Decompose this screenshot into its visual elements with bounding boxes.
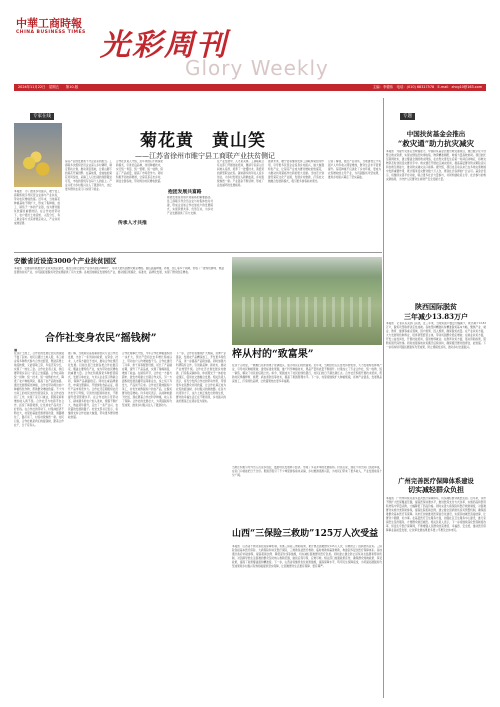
right-headline-3-line1: 广州完善医疗保障体系建设 <box>398 478 474 485</box>
column-divider <box>383 98 384 698</box>
article-photo-village <box>232 257 382 345</box>
byline-line: ■ <box>14 348 18 352</box>
main-article-body-col4: 抱团发展是实现共同富裕的重要路径。县工商联引导会员企业与村集体结对共建，形成企业加合作社加农户的发展模式，实现资源共享、优势互补，为乡村产业发展提供了有力支撑。 <box>167 196 213 215</box>
right-headline-1-line2: “救灾通”助力抗灾减灾 <box>397 139 475 148</box>
cooperative-body-col3: 合作社理事长介绍，今年合作社种植面积进一步扩大，预计产量将比去年增长两成以上，带动农户人均增收数千元。合作社建设了冷库、烘干房等配套设施，延长了产品储存期，提升了产品品质，实现了错峰销售，增加了收益。在销售环节，合作社一方面与超市、批发市场建立长期合作关系，另一方面积极发展直播带货等新业态，线上线下齐发力，产品供不应求。合作社还吸纳脱贫户务工，并优先收购脱贫户的农产品，让脱贫群众稳定增收。许多村民表示，以前种地靠天吃饭，现在跟着合作社科学种植，收入有了保障。合作社的发展壮大，为巩固脱贫攻坚成果、推进乡村振兴注入了强劲动力。 <box>122 352 172 407</box>
village-article-body-2: 当地还积极引导外出人员返乡创业，鼓励村民发展林下经济，形成了多业并举的发展格局。村民们说，现在不用出远门也能挣钱，在家门口就能把日子过好。果园还吸引了不少城里游客前来采摘，乡村旅游逐渐兴起，为村民们带来了更多收入，产业发展前景十分广阔。 <box>232 466 382 477</box>
shanxi-article-body: 本報訊 山西省不断完善兜底保障机制，实施三保险三救助政策，累计惠及困难群众125万人次，有效防止了因病致贫返贫。三保险包括基本医疗保险、大病保险和补充医疗保险，三救助包括医疗救助、临时救助和慈善救助，构建起多层次医疗保障体系。各地通过政府补贴参保、提高报销比例、降低起付线等措施，切实减轻困难群众医疗负担。同时建立健全防止返贫动态监测和帮扶机制，对因病导致生活困难的群众及时纳入救助范围，做到应保尽保、应救尽救。相关部门加强政策宣传，确保群众知晓政策、享受政策，提高了政策覆盖面和精准度。下一步，山西省将继续优化政策措施，提高保障水平，筑牢民生保障底线，为巩固拓展脱贫攻坚成果同乡村振兴有效衔接提供坚实保障，让困难群众生活更有保障、更有尊严。 <box>232 545 382 568</box>
newspaper-logo <box>16 18 92 36</box>
right-headline-3 <box>386 476 486 495</box>
section-tag-main: 专家在线 <box>30 113 54 120</box>
right-article-1-body: 本報訊 为提升灾害应急救援能力，中国扶贫基金会推出救灾通项目，通过数字化平台整合救灾资源，实现灾情信息快速收集、物资精准调配、救援力量高效协同。项目依托互联网技术，建立覆盖全国的救灾网络，在自然灾害发生后第一时间启动响应，将救灾物资及时送到受灾群众手中。救灾通还开展社区减灾培训，提高基层群众防灾避险意识和自救互救能力，推动防灾减灾关口前移。据介绍，项目自启动以来已在多地灾害救援中发挥重要作用，累计服务受灾群众数十万人次，得到社会各界的广泛认可。基金会表示，将继续完善平台功能，联合更多社会力量参与，共同构建政府主导、社会参与的救灾新格局，为守护人民群众生命财产安全贡献力量。 <box>386 150 486 181</box>
right-headline-2 <box>386 302 486 322</box>
main-subhead-2: 传承人才共推 <box>118 220 147 226</box>
main-headline: 菊花黄 黄山笑 <box>140 131 266 151</box>
issue-date: 2024年11月22日 星期五 第10-版 <box>18 85 79 89</box>
main-subheadline: ——江苏省徐州市睢宁县工商联产业扶贫侧记 <box>135 152 275 160</box>
section-tag-side: 专题 <box>400 113 415 120</box>
page-subtitle: Glory Weekly <box>185 56 329 80</box>
cooperative-body-col2: 据了解，当地政府高度重视农民专业合作社发展，出台了一系列扶持政策，在资金、技术、人才等方面给予支持，推动合作社规范化发展。目前全县已发展各类合作社数百家，覆盖主要特色产业，成为带动农民增收的重要力量。合作社积极探索多种经营模式，发展订单农业，与龙头企业签订购销合同，保障产品销路稳定。同时注重品牌建设，申请注册商标，开展绿色食品认证，提升产品市场竞争力。合作社还定期组织社员外出学习考察，引进先进经验和技术，不断提升经营管理水平。在合作社的示范带动下，越来越多的农户加入进来，规模不断扩大，效益逐年提升，走出了一条产业兴、农民富的发展新路子。村党支部书记表示，将继续支持合作社做大做强，带动更多群众增收致富。 <box>68 352 118 419</box>
main-article-body-col3: 合作社负责人介绍，近年来他们不断探索新模式，引进优良品种，改进种植技术，实行统一育苗、统一管理、统一收购，保证了产品质量，提高了市场竞争力。同时积极开拓电商渠道，让菊花茶走出乡村，销往全国各地，带动周边村民增收致富。 <box>116 160 163 183</box>
brief-headline: 安徽省近设造3000个产业扶贫园区 <box>14 257 117 265</box>
cooperative-headline: 合作社变身农民“摇钱树” <box>45 333 157 344</box>
right-article-3-body: 本報訊 广州市持续完善多层次医疗保障体系，切实减轻群众就医负担。近年来，该市不断扩大医保覆盖范围，提高医保待遇水平，推进医保支付方式改革，实施药品和医用耗材集中带量采购，大幅降低了药品价格。同时完善大病保险和医疗救助制度，对困难群众实施分类资助参保，提高住院报销比例，建立健全因病致贫返贫预警机制，确保困难群众基本医疗有保障。该市还加快推进医保信息化建设，实现异地就医直接结算，让群众少跑腿、好办事。在基层医疗卫生服务方面，加强社区卫生服务中心建设，推行家庭医生签约服务，方便群众就近就医。相关负责人表示，下一步将继续深化医保制度改革，织密扎牢医疗保障网，不断增强人民群众的获得感、幸福感、安全感，推动医疗保障事业高质量发展，让改革发展成果更多更公平惠及全体市民。 <box>386 497 486 532</box>
shanxi-headline: 山西“三保险三救助”125万人次受益 <box>232 529 379 539</box>
main-subhead-1: 抱团发展共富路 <box>168 189 202 195</box>
article-photo-flowers <box>14 123 62 187</box>
main-article-body-col5: 在产业发展中，人才是关键。工商联联合有关部门开展技能培训，邀请专家深入田间地头指导，培养了一批懂技术、善经营的新型职业农民。越来越多的年轻人返乡创业，为乡村发展注入新鲜血液，乡村面貌焕然一新。产业链条不断延伸，形成了良性循环的发展格局。 <box>217 160 264 187</box>
village-article-body: 在这个山村里，一颗颗红彤彤的果子挂满枝头，成为村民们的致富果。近年来，当地依托山区自然资源优势，大力发展特色林果产业，引导村民种植果树，建设标准化果园，推广科学种植技术，果品产量和质量不断提升。村里成立了专业合作社，统一收购、统一销售，解决了村民的后顾之忧。如今，果园成为了村民的绿色银行，村民们的日子越过越红火。合作社还积极开展技术培训，帮助村民掌握修剪、施肥、病虫害防治等技术，提高了果园管理水平。下一步，村里将继续扩大种植规模，延伸产业链条，发展果品深加工，打造特色品牌，让致富果结出更多幸福果。 <box>232 364 382 383</box>
right-article-2-body: 本報訊 记者从有关部门获悉，近三年来，当地贫困户数量大幅减少，累计减少13.83万户，脱贫攻坚取得决定性成就。各地坚持精准扶贫精准脱贫基本方略，聚焦产业、就业、教育、健康等重点领域，因户施策、因人施策，确保脱贫质量。在产业扶贫方面，大力发展特色种养业，培育新型经营主体，带动贫困群众稳定增收；在就业扶贫方面，开发公益性岗位，开展技能培训，促进转移就业；在教育扶贫方面，落实资助政策，阻断贫困代际传递。同时加强易地扶贫搬迁后续扶持，确保搬迁群众稳得住、能致富。下一步将持续巩固拓展脱贫攻坚成果，防止规模性返贫，推动乡村全面振兴。 <box>386 322 486 349</box>
right-headline-1 <box>386 129 486 149</box>
editor-contact: 主编：李德伟 电话：(010) 68317578 E-mail：zhcg10@163.com <box>372 85 482 89</box>
cooperative-body-col4: 下一步，合作社将继续扩大规模，延伸产业链条，发展农产品精深加工，开发更多特色产品，进一步提高产品附加值。同时加强与科研院所合作，引进新品种、新技术，推动产业转型升级。合作社还计划发展乡村旅游，打造集采摘体验、休闲观光于一体的农业园区，促进农文旅融合发展。相关负责人表示，将充分发挥合作社的带动作用，带领更多农民群众共同致富，让合作社真正成为农民的摇钱树、乡村振兴的助推器。在各方共同努力下，这片土地正焕发出勃勃生机，群众的幸福生活正在不断延续，乡村振兴的美好图景正在逐步变为现实。 <box>176 352 226 403</box>
village-headline: 梓从村的“致富果” <box>232 349 314 360</box>
right-headline-3-line2: 切实减轻群众负担 <box>408 485 464 494</box>
right-headline-2-line1: 陕西国际脱贫 <box>415 302 457 311</box>
logo-english: CHINA BUSINESS TIMES <box>16 30 86 35</box>
right-headline-1-line1: 中国扶贫基金会推出 <box>406 130 466 138</box>
cooperative-body-col1: 在这片土地上，合作社的发展让农民的钱袋子鼓了起来。村民们通过土地入股、务工就业等多种形式参与合作社经营，既能获得土地流转费，又能领取工资，年底还有分红，实现了一地生三金。合作社负责人说，我们要带领乡亲们一起走上致富路。合作社采取统一供种、统一技术、统一收购的方式，降低了农户种植风险，提高了农产品附加值。通过发展规模化种植，合作社带动周边农户种植特色作物，帮助群众增收致富。不少外出务工的村民也纷纷回到家乡，在合作社找到了工作，实现了家门口就业，照顾家庭和增加收入两不误。合作社还与电商平台合作，拓宽了销售渠道，让优质农产品卖出了好价钱。在合作社的带动下，村集体经济不断壮大，村里的基础设施得到改善，道路硬化了，路灯亮了，村容村貌焕然一新。村民们说，合作社就是我们的摇钱树，跟着合作社干，日子有奔头。 <box>14 352 64 427</box>
logo-chinese: 中華工商時報 <box>16 17 82 30</box>
right-headline-2-line2: 三年减少13.83万户 <box>404 312 468 321</box>
main-article-body-col2: 菊花产业的发展离不开企业家的担当。工商联多次组织会员企业深入乡村调研，制定帮扶计划，推动项目落地，让黄山脚下的菊花开遍田野。在基地里，金灿灿的菊花迎风绽放，采摘工人们忙碌的身影随处可见，丰收的喜悦写在每个人的脸上。产业兴旺为乡村振兴注入了强劲动力，也让更多群众在家门口实现了就业。 <box>65 160 112 191</box>
brief-body: 本報訊 安徽省积极推进产业扶贫园区建设，截至目前已建设产业扶贫园区3000个，带动大批贫困群众就业增收。园区涵盖种植、养殖、加工等多个领域，形成了一批特色鲜明、效益显著的扶贫产业，为巩固拓展脱贫攻坚成果提供了有力支撑。各地因地制宜发展特色产业，推动园区规模化、标准化、品牌化发展，实现了群众稳定增收。 <box>14 267 224 274</box>
main-article-body-col1: 本報訊 为了推进乡村振兴，睢宁县工商联积极引导民营企业参与产业扶贫，带动农民增收致富。近年来，当地菊花种植基地不断扩大，形成了集种植、加工、销售于一体的产业链，成为群众脱贫致富的重要途径。在合作社的带动下，农户通过土地流转、入股分红、务工就业等方式获得稳定收入，产业扶贫成效显著。 <box>14 190 60 225</box>
main-article-body-col6: 展望未来，睢宁县将继续发挥工商联桥梁纽带作用，引导更多民营企业投身乡村振兴，做大做强特色产业，让菊花产业成为群众增收的致富花，为推动共同富裕作出新的更大贡献。当地还计划建设菊花文化产业园，发展乡村旅游，打造农文旅融合发展新模式，吸引更多游客前来观光。 <box>268 160 324 183</box>
issue-bar <box>14 84 486 91</box>
divider-line <box>14 252 382 253</box>
page-title: 光彩周刊 <box>100 28 228 63</box>
main-article-body-col7: 记者了解到，通过产业扶贫，当地建档立卡贫困户人均年收入明显增加，群众生活水平显著提升。菊花种植不仅美化了乡村环境，更成为农民增收的主导产业，为巩固脱贫攻坚成果、推进乡村振兴奠定了坚实基础。 <box>328 160 381 179</box>
